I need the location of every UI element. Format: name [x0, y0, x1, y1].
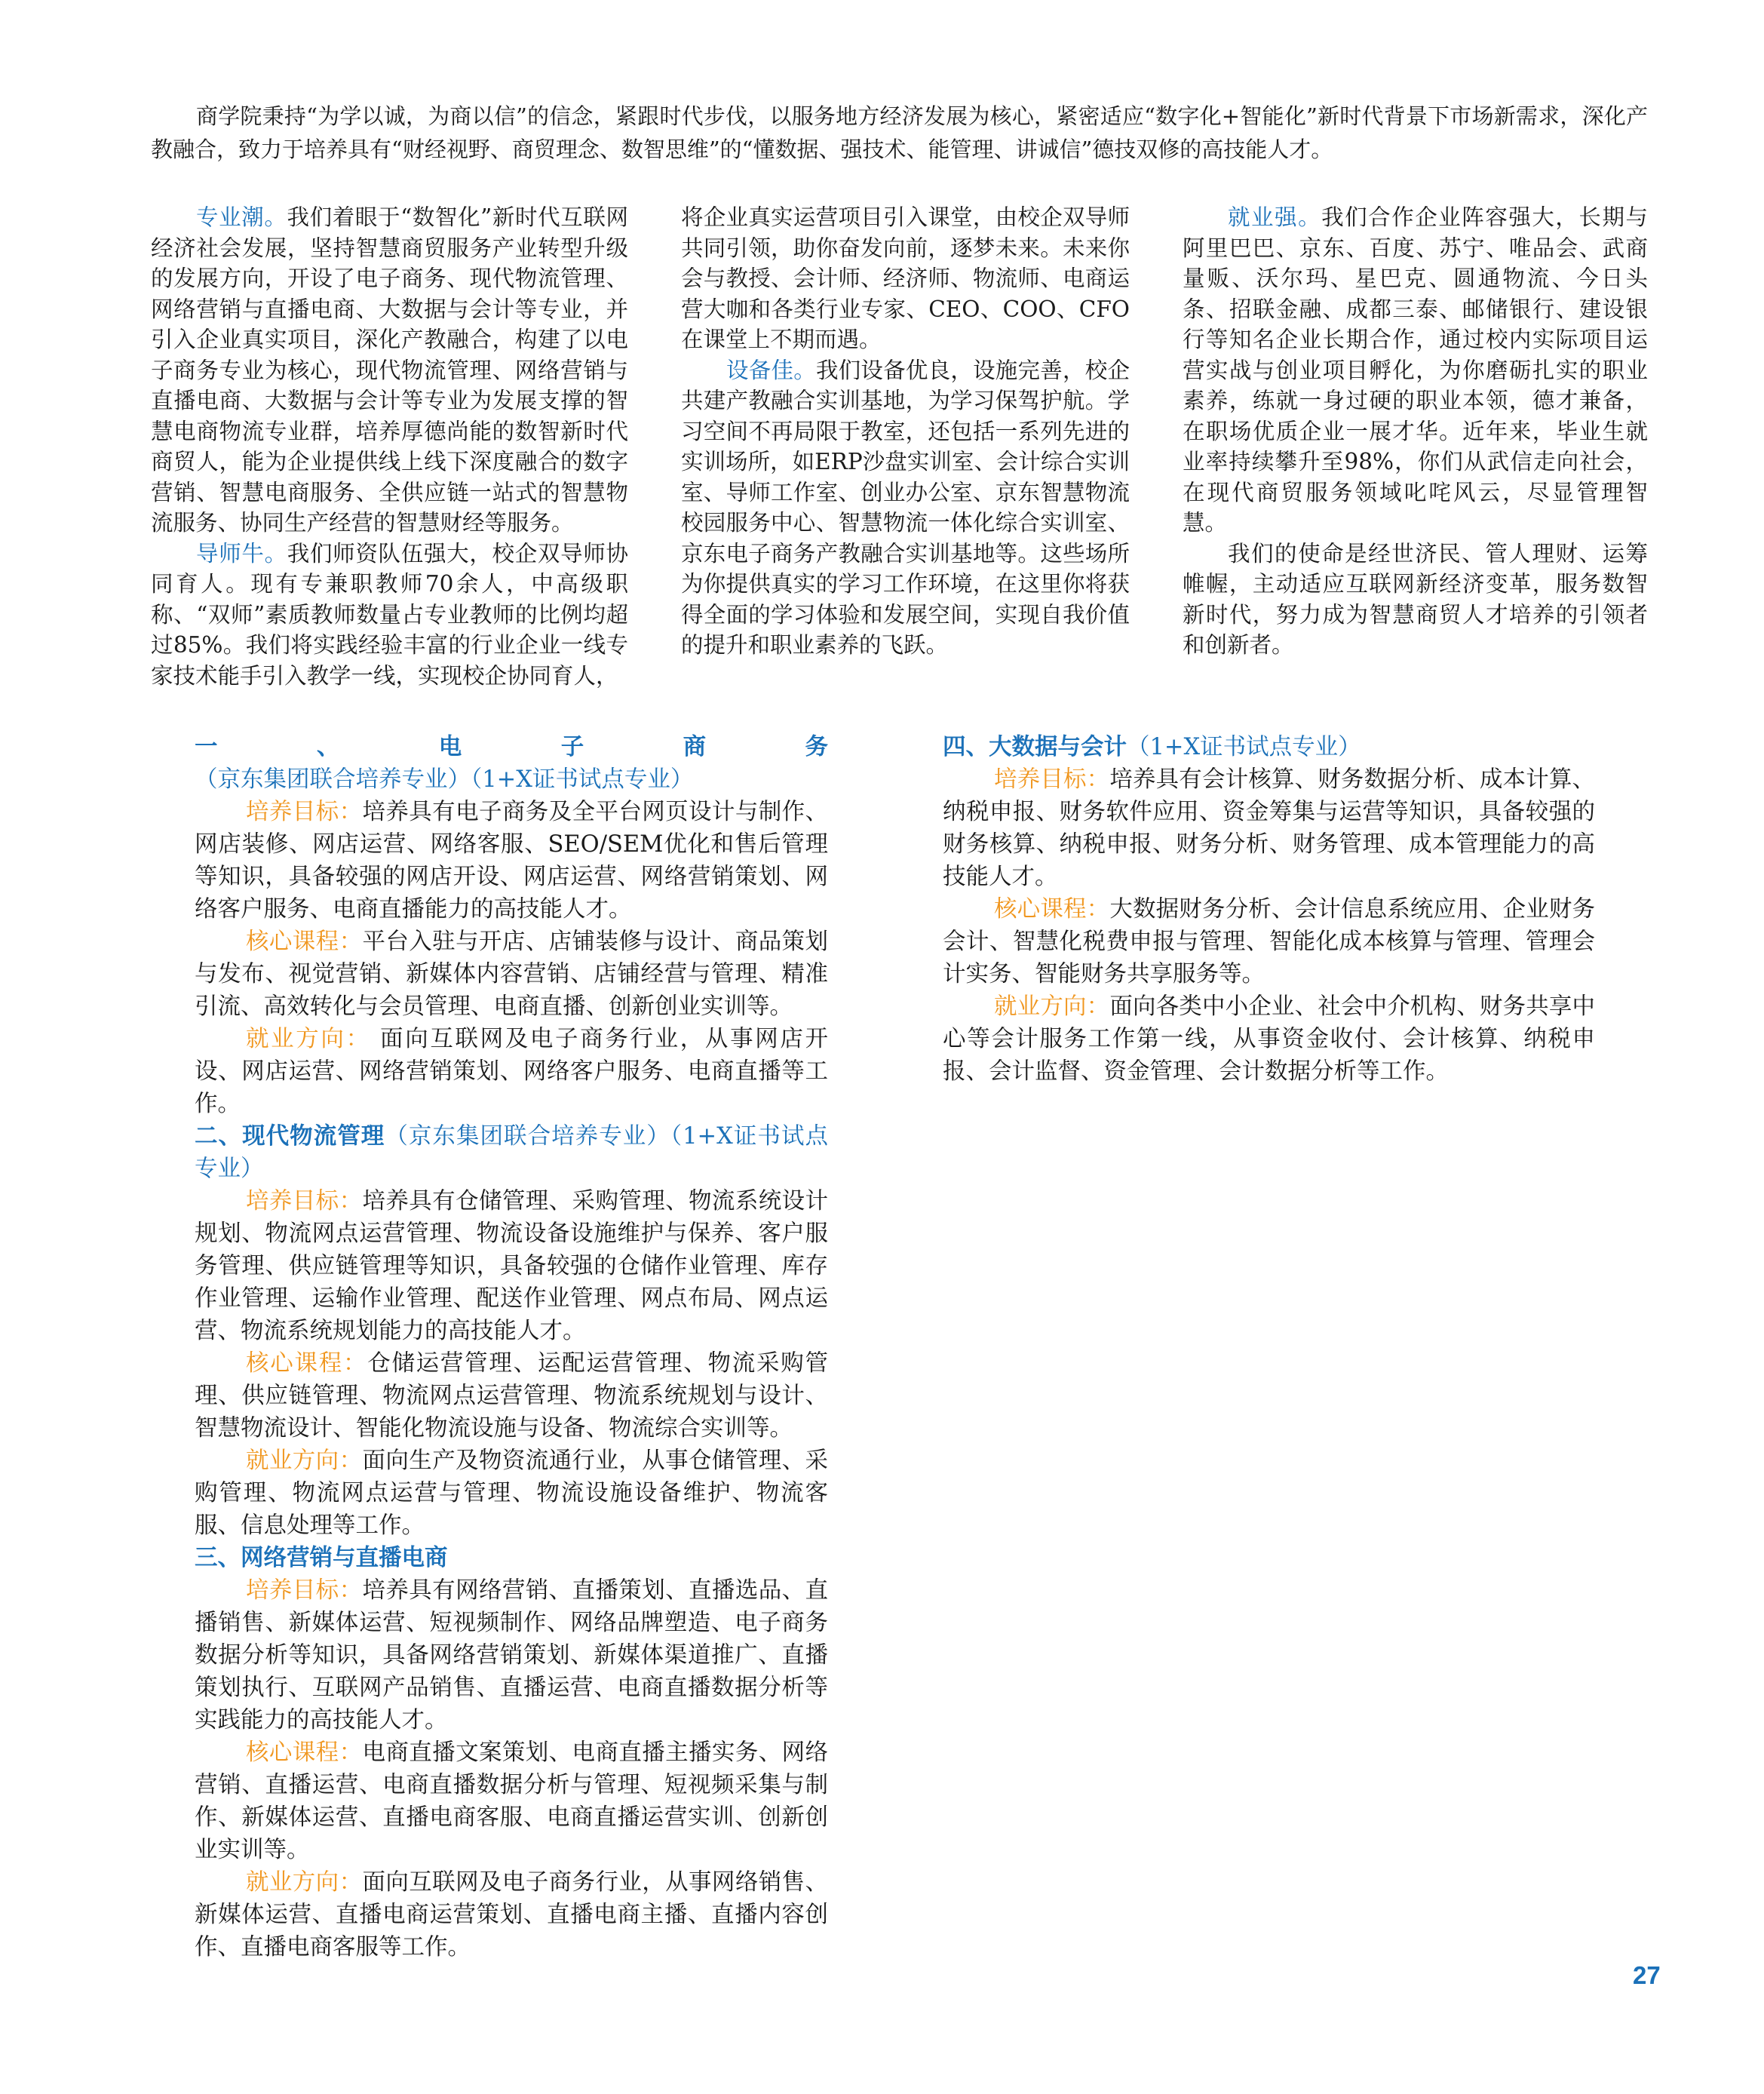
- goal-label: 培养目标：: [994, 766, 1110, 793]
- jiuye-label: 就业强。: [1228, 204, 1322, 230]
- daoshi-continued: 将企业真实运营项目引入课堂，由校企双导师共同引领，助你奋发向前，逐梦未来。未来你会与教授、会计师、经济师、物流师、电商运营大咖和各类行业专家、CEO、COO、CFO在课堂上不期而遇。: [681, 204, 1130, 352]
- major-goal: 培养目标：培养具有会计核算、财务数据分析、成本计算、纳税申报、财务软件应用、资金筹集与运营等知识，具备较强的财务核算、纳税申报、财务分析、财务管理、成本管理能力的高技能人才。: [943, 766, 1596, 890]
- daoshi-paragraph: [151, 539, 628, 692]
- zhuanye-paragraph: [151, 202, 628, 539]
- column-3: [1183, 202, 1648, 661]
- major-network-marketing: [195, 1542, 828, 1964]
- career-label: 就业方向：: [246, 1869, 363, 1896]
- major-accounting: [943, 731, 1595, 1088]
- major-heading: 四、大数据与会计（1+X证书试点专业）: [943, 733, 1361, 760]
- career-label: 就业方向：: [994, 993, 1110, 1020]
- zhuanye-text: 我们着眼于“数智化”新时代互联网经济社会发展，坚持智慧商贸服务产业转型升级的发展方向，开设了电子商务、现代物流管理、网络营销与直播电商、大数据与会计等专业，并引入企业真实项目，深化产教融合，构建了以电子商务专业为核心，现代物流管理、网络营销与直播电商、大数据与会计等专业为发展支撑的智慧电商物流专业群，培养厚德尚能的数智新时代商贸人，能为企业提供线上线下深度融合的数字营销、智慧电商服务、全供应链一站式的智慧物流服务、协同生产经营的智慧财经等服务。: [151, 204, 628, 536]
- major-goal: 培养目标：培养具有电子商务及全平台网页设计与制作、网店装修、网店运营、网络客服、SEO/SEM优化和售后管理等知识，具备较强的网店开设、网店运营、网络营销策划、网络客户服务、电商直播能力的高技能人才。: [195, 799, 829, 923]
- major-career: 就业方向：面向生产及物资流通行业，从事仓储管理、采购管理、物流网点运营与管理、物流设施设备维护、物流客服、信息处理等工作。: [195, 1448, 829, 1539]
- jiuye-paragraph: [1183, 202, 1648, 539]
- major-course: 核心课程：平台入驻与开店、店铺装修与设计、商品策划与发布、视觉营销、新媒体内容营销、店铺经营与管理、精准引流、高效转化与会员管理、电商直播、创新创业实训等。: [195, 929, 829, 1020]
- major-ecommerce: [195, 731, 828, 1120]
- major-course: 核心课程：仓储运营管理、运配运营管理、物流采购管理、供应链管理、物流网点运营管理、物流系统规划与设计、智慧物流设计、智能化物流设施与设备、物流综合实训等。: [195, 1350, 829, 1442]
- goal-label: 培养目标：: [246, 799, 363, 825]
- major-goal: 培养目标：培养具有仓储管理、采购管理、物流系统设计规划、物流网点运营管理、物流设备设施维护与保养、客户服务管理、供应链管理等知识，具备较强的仓储作业管理、库存作业管理、运输作业管理、配送作业管理、网点布局、网点运营、物流系统规划能力的高技能人才。: [195, 1188, 829, 1344]
- course-label: 核心课程：: [246, 1739, 363, 1766]
- major-logistics: [195, 1120, 828, 1542]
- career-label: 就业方向：: [246, 1448, 363, 1474]
- majors-left-column: [195, 731, 828, 1964]
- course-label: 核心课程：: [994, 896, 1110, 923]
- major-career: 就业方向：面向互联网及电子商务行业，从事网络销售、新媒体运营、直播电商运营策划、直播电商主播、直播内容创作、直播电商客服等工作。: [195, 1869, 829, 1960]
- major-goal: 培养目标：培养具有网络营销、直播策划、直播选品、直播销售、新媒体运营、短视频制作、网络品牌塑造、电子商务数据分析等知识，具备网络营销策划、新媒体渠道推广、直播策划执行、互联网产品销售、直播运营、电商直播数据分析等实践能力的高技能人才。: [195, 1577, 829, 1733]
- daoshi-label: 导师牛。: [196, 540, 287, 566]
- shebei-paragraph: [681, 355, 1130, 661]
- column-2: [681, 202, 1130, 661]
- shebei-label: 设备佳。: [726, 357, 816, 383]
- goal-label: 培养目标：: [246, 1188, 363, 1214]
- shebei-text: 我们设备优良，设施完善，校企共建产教融合实训基地，为学习保驾护航。学习空间不再局限于教室，还包括一系列先进的实训场所，如ERP沙盘实训室、会计综合实训室、导师工作室、创业办公室、京东智慧物流校园服务中心、智慧物流一体化综合实训室、京东电子商务产教融合实训基地等。这些场所为你提供真实的学习工作环境，在这里你将获得全面的学习体验和发展空间，实现自我价值的提升和职业素养的飞跃。: [681, 357, 1130, 658]
- goal-label: 培养目标：: [246, 1577, 363, 1604]
- page-number: 27: [1633, 1961, 1661, 1989]
- daoshi-text: 我们师资队伍强大，校企双导师协同育人。现有专兼职教师70余人，中高级职称、“双师”素质教师数量占专业教师的比例均超过85%。我们将实践经验丰富的行业企业一线专家技术能手引入教学一线，实现校企协同育人，: [151, 540, 628, 689]
- jiuye-text: 我们合作企业阵容强大，长期与阿里巴巴、京东、百度、苏宁、唯品会、武商量贩、沃尔玛、星巴克、圆通物流、今日头条、招联金融、成都三泰、邮储银行、建设银行等知名企业长期合作，通过校内实际项目运营实战与创业项目孵化，为你磨砺扎实的职业素养，练就一身过硬的职业本领，德才兼备，在职场优质企业一展才华。近年来，毕业生就业率持续攀升至98%，你们从武信走向社会，在现代商贸服务领域叱咤风云，尽显管理智慧。: [1183, 204, 1648, 536]
- mission-paragraph: 我们的使命是经世济民、管人理财、运筹帷幄，主动适应互联网新经济变革，服务数智新时代，努力成为智慧商贸人才培养的引领者和创新者。: [1183, 540, 1648, 658]
- zhuanye-label: 专业潮。: [196, 204, 287, 230]
- course-label: 核心课程：: [246, 929, 363, 955]
- major-heading: 二、现代物流管理（京东集团联合培养专业）（1+X证书试点专业）: [195, 1122, 828, 1182]
- majors-right-column: [943, 731, 1595, 1088]
- career-label: 就业方向：: [246, 1026, 371, 1052]
- major-heading: 一、电子商务（京东集团联合培养专业）（1+X证书试点专业）: [195, 733, 828, 793]
- major-course: 核心课程：大数据财务分析、会计信息系统应用、企业财务会计、智慧化税费申报与管理、智能化成本核算与管理、管理会计实务、智能财务共享服务等。: [943, 896, 1596, 987]
- major-career: 就业方向：面向各类中小企业、社会中介机构、财务共享中心等会计服务工作第一线，从事资金收付、会计核算、纳税申报、会计监督、资金管理、会计数据分析等工作。: [943, 993, 1596, 1085]
- major-course: 核心课程：电商直播文案策划、电商直播主播实务、网络营销、直播运营、电商直播数据分析与管理、短视频采集与制作、新媒体运营、直播电商客服、电商直播运营实训、创新创业实训等。: [195, 1739, 829, 1863]
- course-label: 核心课程：: [246, 1350, 368, 1377]
- major-heading: 三、网络营销与直播电商: [195, 1544, 448, 1571]
- intro-paragraph: 商学院秉持“为学以诚，为商以信”的信念，紧跟时代步伐，以服务地方经济发展为核心，紧密适应“数字化+智能化”新时代背景下市场新需求，深化产教融合，致力于培养具有“财经视野、商贸理念、数智思维”的“懂数据、强技术、能管理、讲诚信”德技双修的高技能人才。: [151, 103, 1648, 162]
- major-career: 就业方向： 面向互联网及电子商务行业，从事网店开设、网店运营、网络营销策划、网络客户服务、电商直播等工作。: [195, 1026, 828, 1117]
- column-1: [151, 202, 628, 691]
